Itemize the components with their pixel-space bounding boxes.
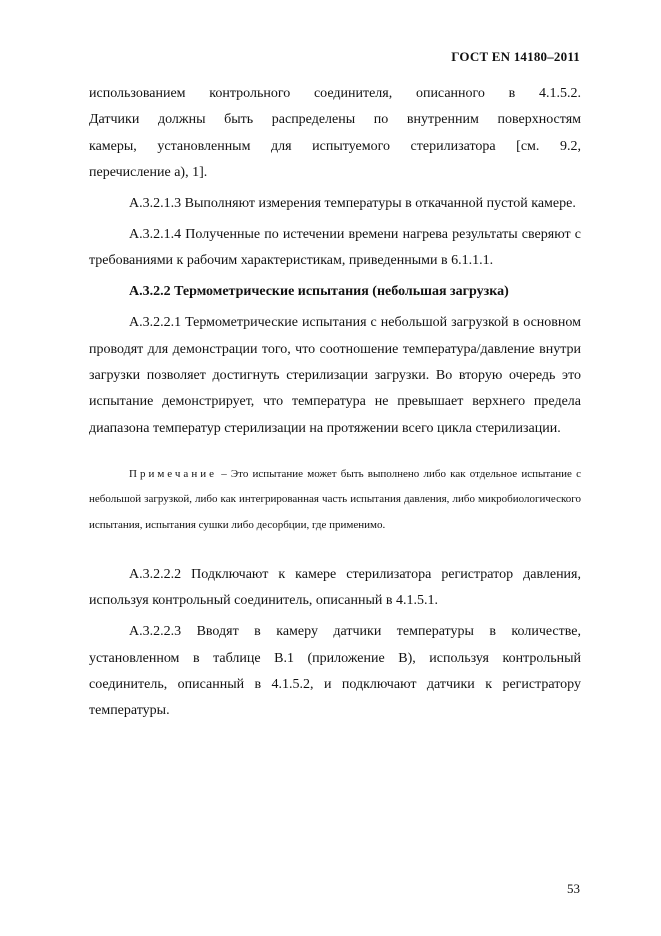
page-number: 53: [567, 881, 580, 896]
note-block: [89, 462, 581, 538]
document-header: ГОСТ EN 14180–2011: [451, 49, 580, 64]
paragraph-a3213: А.3.2.1.3 Выполняют измерения температуры в откачанной пустой камере.: [129, 196, 576, 212]
note-text: – Это испытание может быть выполнено либо как отдельное испытание с небольшой загрузкой, либо как интегрированная часть испытания давления, либо микробиологического испытания, испытания сушки либо десорбции, где применимо.: [89, 468, 581, 531]
document-body: [89, 81, 581, 725]
paragraph-a3222: А.3.2.2.2 Подключают к камере стерилизатора регистратор давления, используя контрольный соединитель, описанный в 4.1.5.1.: [89, 566, 581, 609]
paragraph-a3214: А.3.2.1.4 Полученные по истечении времени нагрева результаты сверяют с требованиями к рабочим характеристикам, приведенными в 6.1.1.1.: [89, 227, 581, 269]
paragraph-line: использованием контрольного соединителя, описанного в 4.1.5.2.: [89, 86, 581, 101]
section-heading-a322: А.3.2.2 Термометрические испытания (небольшая загрузка): [129, 284, 509, 300]
paragraph-a3223: А.3.2.2.3 Вводят в камеру датчики температуры в количестве, установленном в таблице В.1 (приложение В), используя контрольный соединитель, описанный в 4.1.5.2, и подключают датчики к регистратору температуры.: [89, 624, 581, 719]
paragraph-a3221: А.3.2.2.1 Термометрические испытания с небольшой загрузкой в основном проводят для демонстрации того, что соотношение температура/давление внутри загрузки позволяет достигнуть стерилизации загрузки. Во вторую очередь это испытание демонстрирует, что температура не превышает верхнего предела диапазона температур стерилизации на протяжении всего цикла стерилизации.: [89, 315, 581, 436]
paragraph-line: Датчики должны быть распределены по внутренним поверхностям: [89, 112, 581, 128]
paragraph-line: перечисление а), 1].: [89, 165, 208, 181]
paragraph-line: камеры, установленным для испытуемого стерилизатора [см. 9.2,: [89, 138, 581, 154]
note-label: Примечание: [129, 468, 217, 481]
